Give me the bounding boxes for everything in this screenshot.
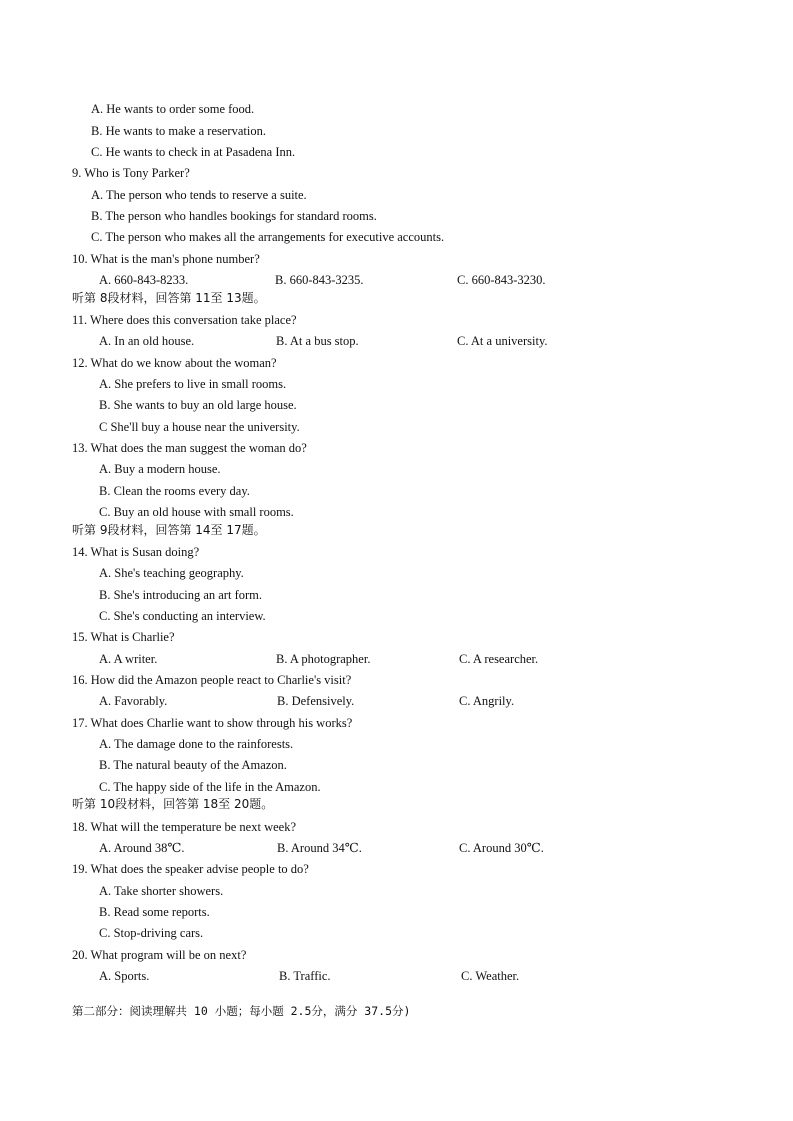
q16-option-c: C. Angrily.	[459, 694, 515, 708]
part-2-heading: 第二部分：阅读理解共 10 小题；每小题 2.5分，满分 37.5分)	[72, 1004, 411, 1018]
q19-question: 19. What does the speaker advise people to do?	[72, 862, 309, 876]
q20-option-a: A. Sports.	[99, 969, 150, 983]
q12-option-c: C She'll buy a house near the university.	[99, 420, 300, 434]
q15-option-b: B. A photographer.	[276, 652, 371, 666]
q11-option-c: C. At a university.	[457, 334, 548, 348]
q16-option-b: B. Defensively.	[277, 694, 355, 708]
q15-option-a: A. A writer.	[99, 652, 158, 666]
section-9-heading: 听第 9段材料，回答第 14至 17题。	[72, 523, 266, 537]
q19-option-c: C. Stop-driving cars.	[99, 926, 204, 940]
q10-question: 10. What is the man's phone number?	[72, 252, 260, 266]
q17-option-c: C. The happy side of the life in the Amazon.	[99, 780, 321, 794]
q9-option-c: C. The person who makes all the arrangements for executive accounts.	[91, 230, 445, 244]
q15-question: 15. What is Charlie?	[72, 630, 175, 644]
q14-option-a: A. She's teaching geography.	[99, 566, 244, 580]
q20-option-b: B. Traffic.	[279, 969, 331, 983]
section-10-heading: 听第 10段材料，回答第 18至 20题。	[72, 797, 274, 811]
q14-option-b: B. She's introducing an art form.	[99, 588, 262, 602]
q20-question: 20. What program will be on next?	[72, 948, 247, 962]
q17-option-b: B. The natural beauty of the Amazon.	[99, 758, 287, 772]
section-8-heading: 听第 8段材料，回答第 11至 13题。	[72, 291, 266, 305]
q19-option-b: B. Read some reports.	[99, 905, 210, 919]
q14-option-c: C. She's conducting an interview.	[99, 609, 266, 623]
q8-option-b: B. He wants to make a reservation.	[91, 124, 266, 138]
q10-option-b: B. 660-843-3235.	[275, 273, 364, 287]
q19-option-a: A. Take shorter showers.	[99, 884, 224, 898]
q17-option-a: A. The damage done to the rainforests.	[99, 737, 294, 751]
q18-question: 18. What will the temperature be next week?	[72, 820, 296, 834]
q8-option-c: C. He wants to check in at Pasadena Inn.	[91, 145, 296, 159]
q11-option-b: B. At a bus stop.	[276, 334, 359, 348]
q11-question: 11. Where does this conversation take place?	[72, 313, 297, 327]
q13-option-a: A. Buy a modern house.	[99, 462, 221, 476]
q10-option-c: C. 660-843-3230.	[457, 273, 546, 287]
q9-question: 9. Who is Tony Parker?	[72, 166, 190, 180]
q11-option-a: A. In an old house.	[99, 334, 195, 348]
q13-option-b: B. Clean the rooms every day.	[99, 484, 250, 498]
q12-question: 12. What do we know about the woman?	[72, 356, 277, 370]
q13-option-c: C. Buy an old house with small rooms.	[99, 505, 294, 519]
q17-question: 17. What does Charlie want to show through his works?	[72, 716, 353, 730]
q14-question: 14. What is Susan doing?	[72, 545, 200, 559]
q9-option-b: B. The person who handles bookings for standard rooms.	[91, 209, 377, 223]
q20-option-c: C. Weather.	[461, 969, 520, 983]
q16-question: 16. How did the Amazon people react to Charlie's visit?	[72, 673, 352, 687]
q18-option-b: B. Around 34℃.	[277, 841, 362, 855]
q12-option-a: A. She prefers to live in small rooms.	[99, 377, 287, 391]
q10-option-a: A. 660-843-8233.	[99, 273, 189, 287]
q8-option-a: A. He wants to order some food.	[91, 102, 255, 116]
q12-option-b: B. She wants to buy an old large house.	[99, 398, 297, 412]
q15-option-c: C. A researcher.	[459, 652, 539, 666]
q9-option-a: A. The person who tends to reserve a suite.	[91, 188, 307, 202]
q16-option-a: A. Favorably.	[99, 694, 168, 708]
q13-question: 13. What does the man suggest the woman do?	[72, 441, 307, 455]
q18-option-a: A. Around 38℃.	[99, 841, 185, 855]
q18-option-c: C. Around 30℃.	[459, 841, 544, 855]
